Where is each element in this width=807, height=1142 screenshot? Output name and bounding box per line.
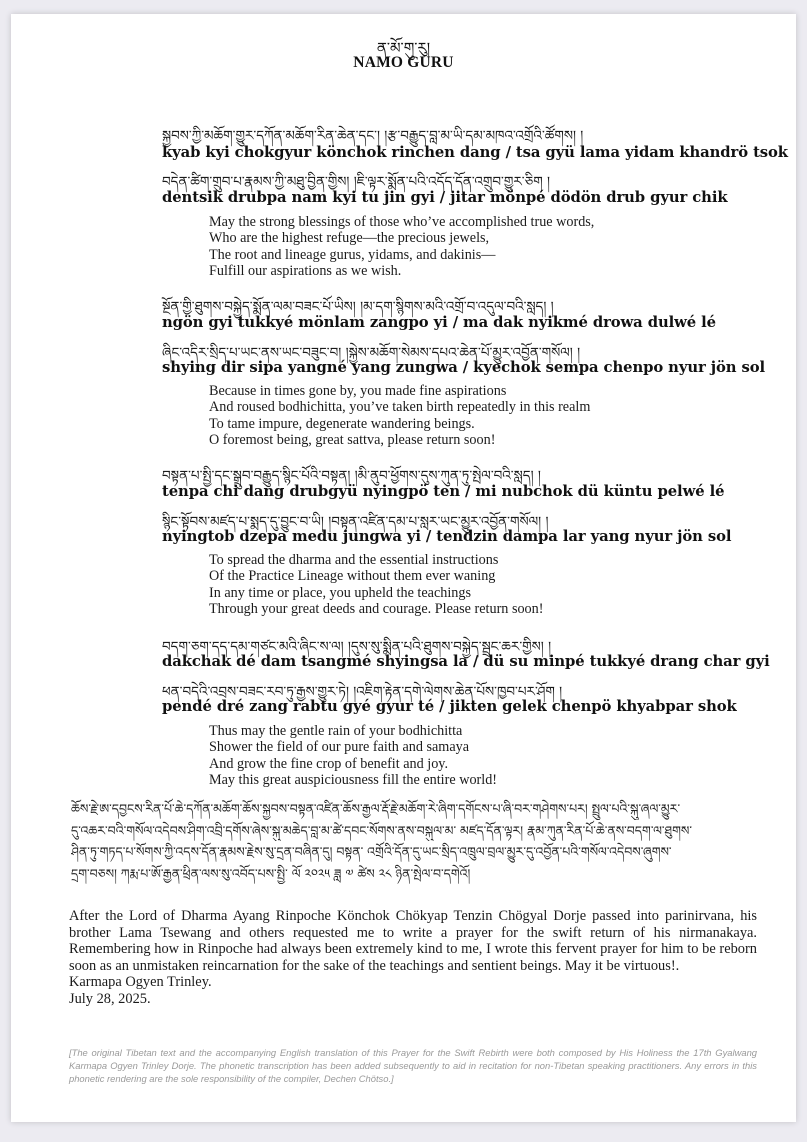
verse-2-translation <box>209 383 590 448</box>
verse-4-translation <box>209 723 497 788</box>
title-tibetan: ན་མོ་གུ་རུ། <box>376 39 431 57</box>
verse-1-translation <box>209 214 594 279</box>
translation-line: May this great auspiciousness fill the entire world! <box>209 771 498 788</box>
verse-4-line-1-phonetic: dakchak dé dam tsangmé shyingsa la / dü su minpé tukkyé drang char gyi <box>162 653 770 670</box>
verse-1-line-1-phonetic: kyab kyi chokgyur könchok rinchen dang / tsa gyü lama yidam khandrö tsok <box>162 144 788 161</box>
verse-2-line-1-tibetan: སྔོན་གྱི་ཐུགས་བསྐྱེད་སྨོན་ལམ་བཟང་པོ་ཡིས། །མ་དག་སྙིགས་མའི་འགྲོ་བ་འདུལ་བའི་སླད། ། <box>162 299 554 315</box>
colophon-english <box>69 908 757 1008</box>
translation-line: To spread the dharma and the essential instructions <box>209 552 499 568</box>
translation-line: Through your great deeds and courage. Please return soon! <box>209 600 544 617</box>
translation-line: Because in times gone by, you made fine aspirations <box>209 383 507 399</box>
colophon-date: July 28, 2025. <box>69 990 151 1007</box>
verse-2-line-2-tibetan: ཞིང་འདིར་སྲིད་པ་ཡང་ནས་ཡང་བཟུང་བ། །སྐྱེས་མཆོག་སེམས་དཔའ་ཆེན་པོ་མྱུར་འབྱོན་གསོལ། ། <box>162 345 581 361</box>
translation-line: Fulfill our aspirations as we wish. <box>209 262 402 279</box>
colophon-tibetan-line: ཤིན་ཏུ་གཏད་པ་སོགས་ཀྱི་འདས་དོན་རྣམས་རྗེས་སུ་དྲན་བཞིན་དུ། བསྟན་ འགྲོའི་དོན་དུ་ཡང་སྲིད་འཁྲུལ་བྲལ་མྱུར་དུ་འབྱོན་པའི་གསོལ་འདེབས་ཞུགས་ <box>71 844 672 859</box>
translation-line: O foremost being, great sattva, please return soon! <box>209 431 496 448</box>
translation-line: Of the Practice Lineage without them ever waning <box>209 568 496 585</box>
translation-line: Shower the field of our pure faith and samaya <box>209 739 470 756</box>
translation-line: The root and lineage gurus, yidams, and dakinis— <box>209 246 496 263</box>
verse-1-line-2-phonetic: dentsik drubpa nam kyi tu jin gyi / jitar mönpé dödön drub gyur chik <box>162 189 728 206</box>
verse-3-line-2-tibetan: སྙིང་སྟོབས་མཛད་པ་སྨད་དུ་བྱུང་བ་ཡི། །བསྟན་འཛིན་དམ་པ་སླར་ཡང་མྱུར་འབྱོན་གསོལ། ། <box>162 514 549 530</box>
verse-4-line-1-tibetan: བདག་ཅག་དད་དམ་གཙང་མའི་ཞིང་ས་ལ། །དུས་སུ་སྨིན་པའི་ཐུགས་བསྐྱེད་སྦྲང་ཆར་གྱིས། ། <box>162 639 552 655</box>
title-english: NAMO GURU <box>353 54 454 71</box>
translation-line: Who are the highest refuge—the precious jewels, <box>209 230 490 247</box>
verse-2-line-1-phonetic: ngön gyi tukkyé mönlam zangpo yi / ma dak nyikmé drowa dulwé lé <box>162 314 716 331</box>
verse-3-translation <box>209 552 543 617</box>
translation-line: In any time or place, you upheld the teachings <box>209 584 471 601</box>
colophon-tibetan-line: ཆོས་རྗེ་ཨ་དབྱངས་རིན་པོ་ཆེ་དཀོན་མཆོག་ཆོས་སྐྱབས་བསྟན་འཛིན་ཆོས་རྒྱལ་རྡོ་རྗེ་མཆོག་རེ་ཞིག་དགོངས་པ་ཞི་བར་གཤེགས་པར། སྤྲུལ་པའི་སྐུ་ཞལ་མྱུར་ <box>71 801 681 816</box>
colophon-english-text: After the Lord of Dharma Ayang Rinpoche Könchok Chökyap Tenzin Chögyal Dorje passed into parinirvana, his brother Lama Tsewang and others requested me to write a prayer for the swift return of his nirmanakaya. Remembering how in Rinpoche had always been extremely kind to me, I wrote this fervent prayer for him to be reborn soon as an unmistaken reincarnation for the sake of the teachings and sentient beings. May it be virtuous!. <box>69 908 757 974</box>
colophon-tibetan-line: དྲག་བཅས། ཀརྨ་པ་ཨོ་རྒྱན་ཕྲིན་ལས་སུ་འབོད་པས་སྤྱི་ ལོ ༢༠༢༥ ཟླ ༧ ཚེས ༢༨ ཉིན་སྤེལ་བ་དགེའོ། <box>71 865 471 881</box>
verse-2-line-2-phonetic: shying dir sipa yangné yang zungwa / kyechok sempa chenpo nyur jön sol <box>162 359 765 376</box>
translation-line: And grow the fine crop of benefit and joy. <box>209 755 449 772</box>
document-page <box>11 14 796 1122</box>
verse-3-line-1-phonetic: tenpa chi dang drubgyü nyingpö ten / mi nubchok dü küntu pelwé lé <box>162 483 725 500</box>
verse-1-line-2-tibetan: བདེན་ཚིག་གྲུབ་པ་རྣམས་ཀྱི་མཐུ་བྱིན་གྱིས། །ཇི་ལྟར་སྨོན་པའི་འདོད་དོན་འགྲུབ་གྱུར་ཅིག ། <box>162 174 550 190</box>
colophon-signature: Karmapa Ogyen Trinley. <box>69 974 212 991</box>
translation-line: And roused bodhichitta, you’ve taken birth repeatedly in this realm <box>209 399 591 416</box>
translation-line: To tame impure, degenerate wandering beings. <box>209 415 475 432</box>
colophon-tibetan-line: དུ་འཆར་བའི་གསོལ་འདེབས་ཤིག་འབྲི་དགོས་ཞེས་སྐུ་མཆེད་བླ་མ་ཚེ་དབང་སོགས་ནས་བསྐུལ་མ་ མཛད་དོན་ལྟར། རྣམ་ཀུན་རིན་པོ་ཆེ་ནས་བདག་ལ་ཐུགས་ <box>71 822 692 838</box>
compiler-note: [The original Tibetan text and the accompanying English translation of this Prayer for the Swift Rebirth were both composed by His Holiness the 17th Gyalwang Karmapa Ogyen Trinley Dorje. The phonetic transcription has been added subsequently to aid in recitation for non-Tibetan speaking practitioners. Any errors in this phonetic rendering are the sole responsibility of the compiler, Dechen Chötso.] <box>69 1047 757 1084</box>
colophon-tibetan <box>71 798 757 884</box>
verse-1-line-1-tibetan: སྐྱབས་ཀྱི་མཆོག་གྱུར་དཀོན་མཆོག་རིན་ཆེན་དང་། །རྩ་བརྒྱུད་བླ་མ་ཡི་དམ་མཁའ་འགྲོའི་ཚོགས། ། <box>162 128 584 144</box>
verse-3-line-2-phonetic: nyingtob dzepa medu jungwa yi / tendzin dampa lar yang nyur jön sol <box>162 528 732 545</box>
translation-line: May the strong blessings of those who’ve accomplished true words, <box>209 214 595 230</box>
verse-4-line-2-phonetic: pendé dré zang rabtu gyé gyur té / jikten gelek chenpö khyabpar shok <box>162 698 737 715</box>
verse-3-line-1-tibetan: བསྟན་པ་སྤྱི་དང་སྒྲུབ་བརྒྱུད་སྙིང་པོའི་བསྟན། །མི་ནུབ་ཕྱོགས་དུས་ཀུན་ཏུ་སྤེལ་བའི་སླད། ། <box>162 468 541 484</box>
verse-4-line-2-tibetan: ཕན་བདེའི་འབྲས་བཟང་རབ་ཏུ་རྒྱས་གྱུར་ཏེ། །འཇིག་རྟེན་དགེ་ལེགས་ཆེན་པོས་ཁྱབ་པར་ཤོག ། <box>162 684 563 700</box>
translation-line: Thus may the gentle rain of your bodhichitta <box>209 723 463 739</box>
